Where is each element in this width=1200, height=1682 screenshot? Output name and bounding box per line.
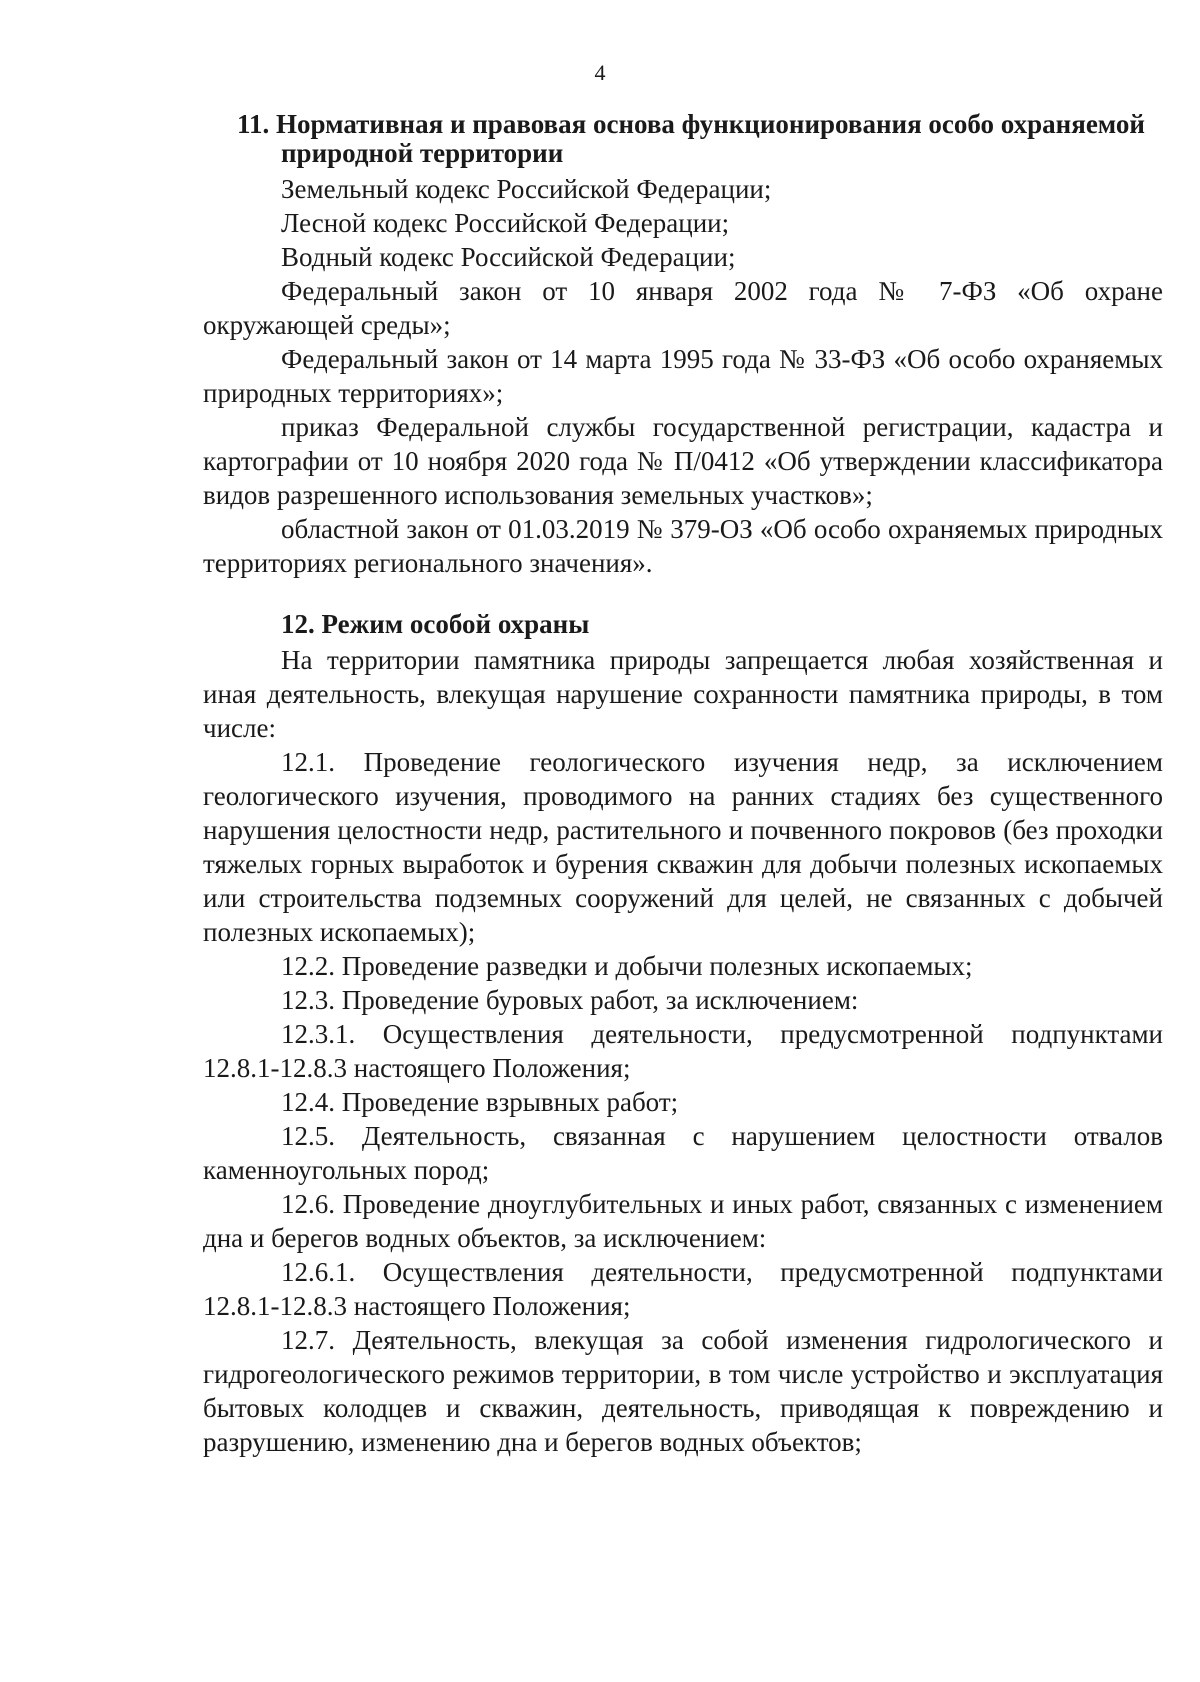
rule-item: 12.6. Проведение дноуглубительных и иных работ, связанных с изменением дна и берегов водных объектов, за исключением:: [203, 1189, 1163, 1253]
document-content: [203, 110, 1163, 1459]
law-item: Лесной кодекс Российской Федерации;: [281, 208, 730, 238]
section-12-body: [203, 643, 1163, 1459]
section-11-title: 11. Нормативная и правовая основа функционирования особо охраняемой природной территории: [237, 109, 1145, 168]
section-12-intro: На территории памятника природы запрещается любая хозяйственная и иная деятельность, влекущая нарушение сохранности памятника природы, в том числе:: [203, 645, 1163, 743]
law-item: Водный кодекс Российской Федерации;: [281, 242, 736, 272]
rule-item: 12.5. Деятельность, связанная с нарушением целостности отвалов каменноугольных пород;: [203, 1121, 1163, 1185]
rule-item: 12.4. Проведение взрывных работ;: [281, 1087, 679, 1117]
law-item: Земельный кодекс Российской Федерации;: [281, 174, 772, 204]
rule-item: 12.6.1. Осуществления деятельности, предусмотренной подпунктами 12.8.1-12.8.3 настоящего Положения;: [203, 1257, 1163, 1321]
page-number: 4: [594, 60, 606, 85]
section-12-title: 12. Режим особой охраны: [281, 609, 590, 639]
law-item: Федеральный закон от 10 января 2002 года № 7-ФЗ «Об охране окружающей среды»;: [203, 276, 1163, 340]
law-item: областной закон от 01.03.2019 № 379-ОЗ «Об особо охраняемых природных территориях регионального значения».: [203, 514, 1163, 578]
rule-item: 12.1. Проведение геологического изучения недр, за исключением геологического изучения, проводимого на ранних стадиях без существенного нарушения целостности недр, растительного и почвенного покровов (без проходки тяжелых горных выработок и бурения скважин для добычи полезных ископаемых или строительства подземных сооружений для целей, не связанных с добычей полезных ископаемых);: [203, 747, 1163, 947]
law-item: приказ Федеральной службы государственной регистрации, кадастра и картографии от 10 ноября 2020 года № П/0412 «Об утверждении классификатора видов разрешенного использования земельных участков»;: [203, 412, 1163, 510]
section-gap: [203, 580, 1163, 610]
rule-item: 12.3.1. Осуществления деятельности, предусмотренной подпунктами 12.8.1-12.8.3 настоящего Положения;: [203, 1019, 1163, 1083]
rule-item: 12.3. Проведение буровых работ, за исключением:: [281, 985, 859, 1015]
rule-item: 12.7. Деятельность, влекущая за собой изменения гидрологического и гидрогеологического режимов территории, в том числе устройство и эксплуатация бытовых колодцев и скважин, деятельность, приводящая к повреждению и разрушению, изменению дна и берегов водных объектов;: [203, 1325, 1163, 1457]
law-item: Федеральный закон от 14 марта 1995 года № 33-ФЗ «Об особо охраняемых природных территориях»;: [203, 344, 1163, 408]
section-11-list: [203, 172, 1163, 580]
rule-item: 12.2. Проведение разведки и добычи полезных ископаемых;: [281, 951, 973, 981]
